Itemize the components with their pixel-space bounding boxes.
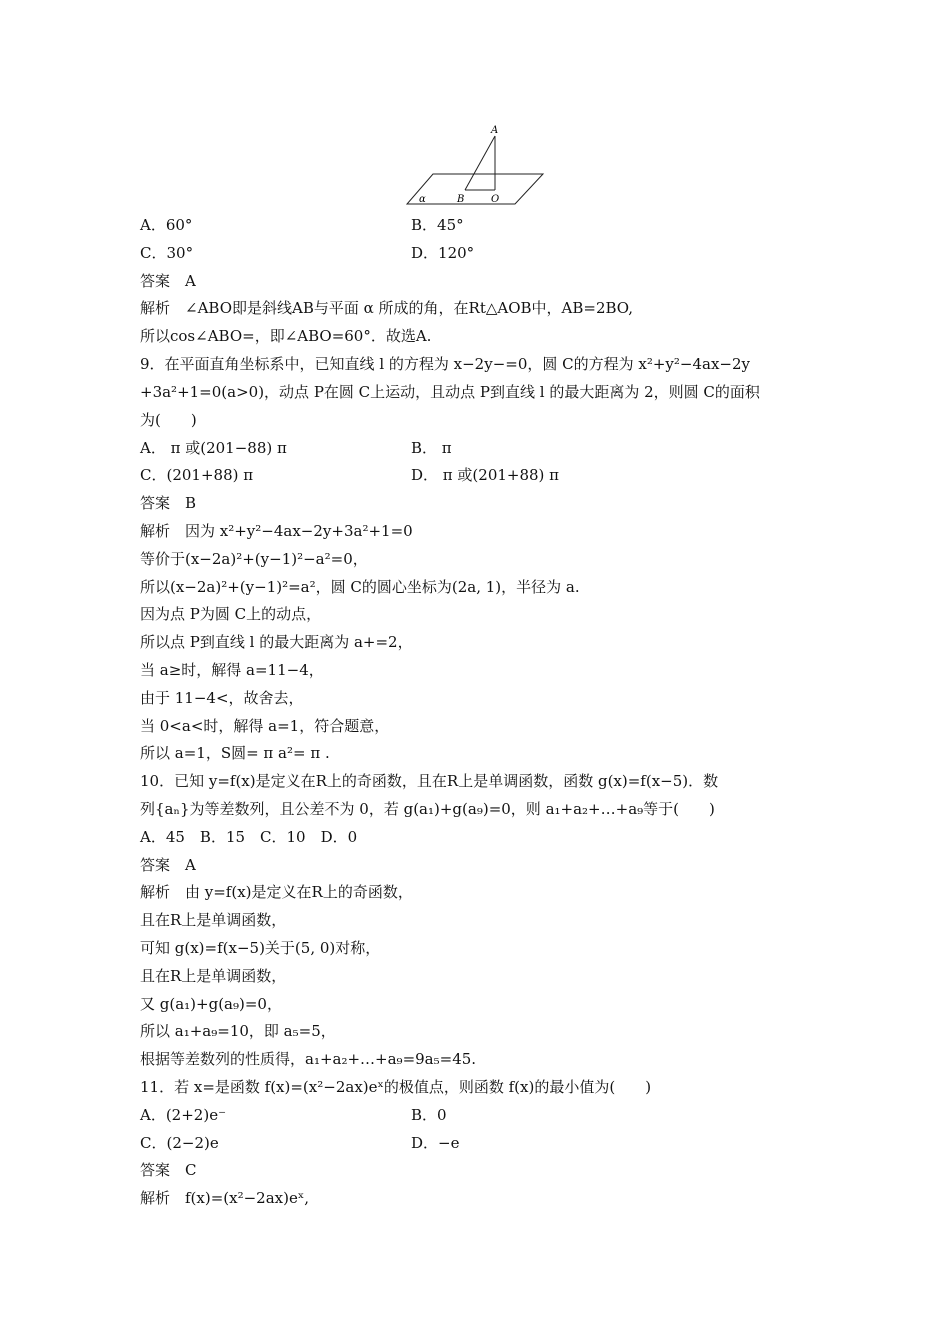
q11-stem: 11．若 x=是函数 f(x)=(x²−2ax)eˣ的极值点，则函数 f(x)的最小值为( ) (140, 1078, 652, 1096)
q9-explanation-6: 当 a≥时，解得 a=11−4， (140, 661, 324, 679)
label-alpha: α (419, 194, 426, 205)
q8-option-d: D．120° (411, 244, 475, 262)
q10-explanation-2: 且在R上是单调函数， (140, 911, 287, 929)
q8-explanation-1: 解析 ∠ABO即是斜线AB与平面 α 所成的角，在Rt△AOB中，AB=2BO, (140, 299, 633, 317)
q10-explanation-3: 可知 g(x)=f(x−5)关于(5, 0)对称， (140, 939, 381, 957)
q10-answer: 答案 A (140, 856, 196, 874)
label-O: O (491, 194, 500, 205)
label-B: B (457, 194, 465, 205)
q11-option-c: C．(2−2)e (140, 1134, 219, 1152)
q8-explanation-2: 所以cos∠ABO=，即∠ABO=60°．故选A. (140, 327, 432, 345)
q9-explanation-2: 等价于(x−2a)²+(y−1)²−a²=0， (140, 550, 368, 568)
q10-explanation-4: 且在R上是单调函数， (140, 967, 287, 985)
q10-stem-2: 列{aₙ}为等差数列，且公差不为 0，若 g(a₁)+g(a₉)=0，则 a₁+a₂+…+a₉等于( ) (140, 800, 715, 818)
plane-alpha (407, 174, 543, 204)
q11-option-b: B．0 (411, 1106, 447, 1124)
q9-option-d: D． π 或(201+88) π (411, 466, 560, 484)
q9-stem-2: +3a²+1=0(a>0)，动点 P在圆 C上运动，且动点 P到直线 l 的最大距离为 2，则圆 C的面积 (140, 383, 760, 401)
geometry-figure (405, 122, 545, 208)
q9-option-c: C．(201+88) π (140, 466, 254, 484)
q9-explanation-1: 解析 因为 x²+y²−4ax−2y+3a²+1=0 (140, 522, 413, 540)
q10-options: A．45 B．15 C．10 D．0 (140, 828, 358, 846)
q10-explanation-7: 根据等差数列的性质得，a₁+a₂+…+a₉=9a₅=45. (140, 1050, 477, 1068)
q9-explanation-5: 所以点 P到直线 l 的最大距离为 a+=2， (140, 633, 413, 651)
q10-explanation-1: 解析 由 y=f(x)是定义在R上的奇函数， (140, 883, 413, 901)
q9-explanation-3: 所以(x−2a)²+(y−1)²=a²，圆 C的圆心坐标为(2a, 1)，半径为 a. (140, 578, 580, 596)
q9-explanation-8: 当 0<a<时，解得 a=1，符合题意， (140, 717, 390, 735)
q9-option-b: B． π (411, 439, 452, 457)
q11-answer: 答案 C (140, 1161, 197, 1179)
q10-stem-1: 10．已知 y=f(x)是定义在R上的奇函数，且在R上是单调函数，函数 g(x)=f(x−5)．数 (140, 772, 719, 790)
q11-option-d: D．−e (411, 1134, 460, 1152)
q9-explanation-7: 由于 11−4<，故舍去， (140, 689, 304, 707)
q8-option-b: B．45° (411, 216, 464, 234)
q11-explanation-1: 解析 f(x)=(x²−2ax)eˣ, (140, 1189, 309, 1207)
q9-explanation-9: 所以 a=1，S圆= π a²= π . (140, 744, 330, 762)
q8-option-a: A．60° (140, 216, 193, 234)
q9-stem-3: 为( ) (140, 411, 197, 429)
q9-stem-1: 9．在平面直角坐标系中，已知直线 l 的方程为 x−2y−=0，圆 C的方程为 x²+y²−4ax−2y (140, 355, 751, 373)
q9-option-a: A． π 或(201−88) π (140, 439, 287, 457)
q8-option-c: C．30° (140, 244, 194, 262)
q10-explanation-5: 又 g(a₁)+g(a₉)=0， (140, 995, 282, 1013)
q11-option-a: A．(2+2)e⁻ (140, 1106, 226, 1124)
q8-answer: 答案 A (140, 272, 196, 290)
q9-explanation-4: 因为点 P为圆 C上的动点， (140, 605, 322, 623)
q9-answer: 答案 B (140, 494, 197, 512)
q10-explanation-6: 所以 a₁+a₉=10，即 a₅=5， (140, 1022, 336, 1040)
segment-AB (465, 136, 495, 190)
label-A: A (491, 125, 499, 136)
